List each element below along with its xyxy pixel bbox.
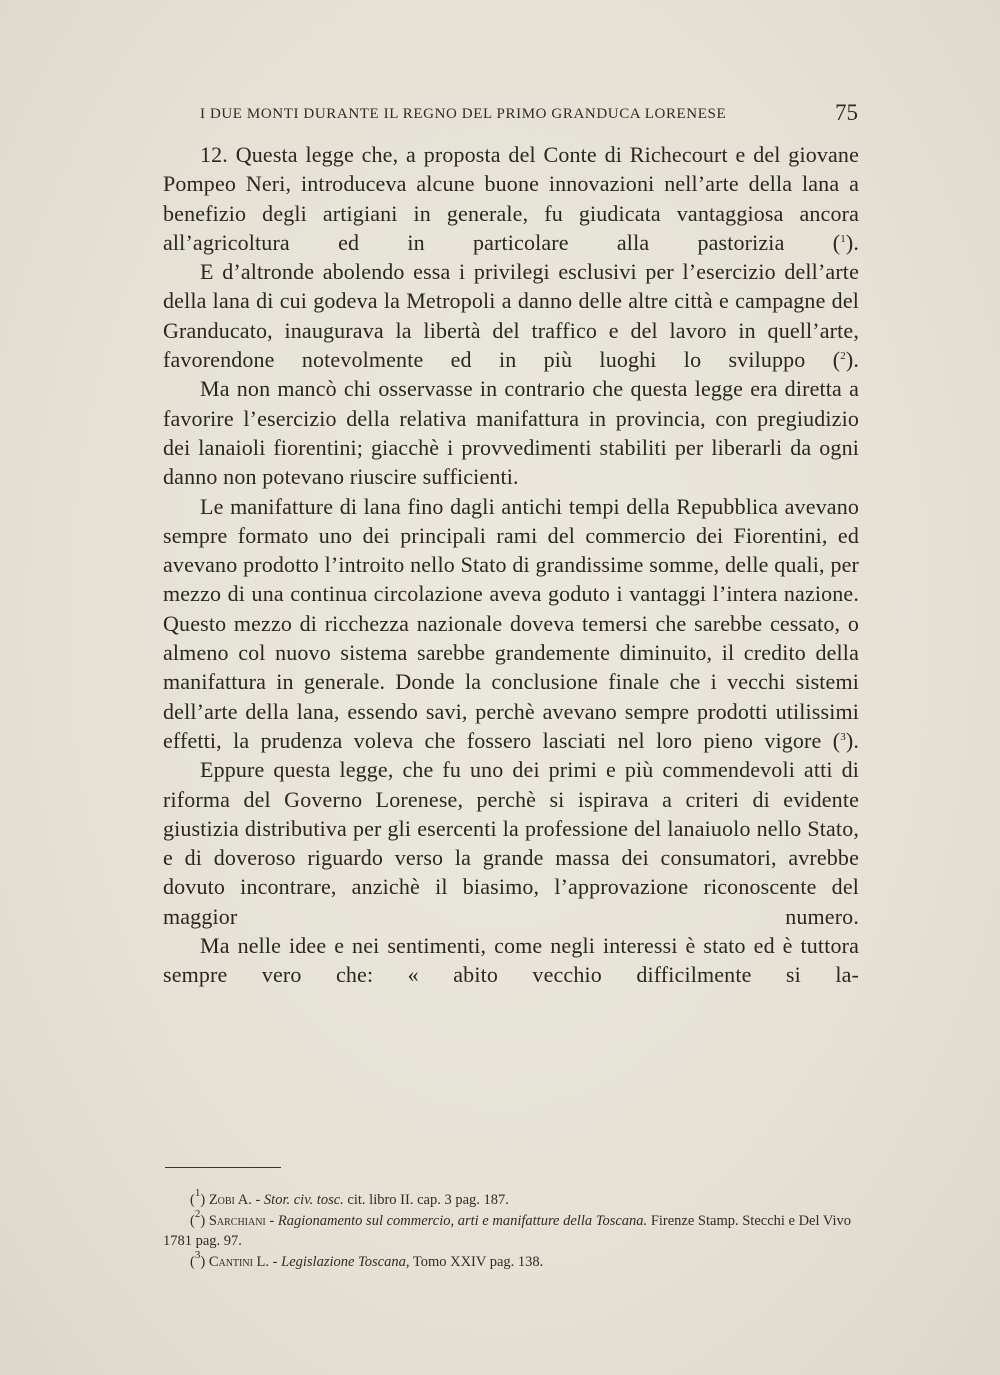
paragraph-6: Ma nelle idee e nei sentimenti, come negli interessi è stato ed è tuttora sempre vero che: « abito vecchio difficilmente si la- <box>163 933 859 988</box>
footnote-3: ($^3$) Cantini L. - Legislazione Toscana, Tomo XXIV pag. 138. <box>190 1248 544 1270</box>
page-header <box>200 100 858 128</box>
footnote-ref-1: 1 <box>840 232 846 245</box>
paragraph-4: Le manifatture di lana fino dagli antichi tempi della Repubblica avevano sempre formato uno dei principali rami del commercio dei Fiorentini, ed avevano prodotto l’introito nello Stato di grandissime somme, delle quali, per mezzo di una continua circolazione aveva goduto i vantaggi l’intera nazione. Questo mezzo di ricchezza nazionale doveva temersi che sarebbe cessato, o almeno col nuovo sistema sarebbe grandemente diminuito, il credito della manifattura in generale. Donde la conclusione finale che i vecchi sistemi dell’arte della lana, essendo savi, perchè avevano sempre prodotti utilissimi effetti, la prudenza voleva che fossero lasciati nel loro pieno vigore ($^3$). <box>163 493 859 753</box>
footnote-2: ($^2$) Sarchiani - Ragionamento sul commercio, arti e manifatture della Toscana. Firenze Stamp. Stecchi e Del Vivo 1781 pag. 97. <box>163 1207 852 1249</box>
footnote-ref-2: 2 <box>840 350 846 363</box>
footnotes <box>163 1187 859 1272</box>
footnote-1: ($^1$) Zobi A. - Stor. civ. tosc. cit. libro II. cap. 3 pag. 187. <box>190 1187 509 1208</box>
page-number: 75 <box>835 100 858 125</box>
paragraph-3: Ma non mancò chi osservasse in contrario che questa legge era diretta a favorire l’esercizio della relativa manifattura in provincia, con pregiudizio dei lanaioli fiorentini; giacchè i provvedimenti stabiliti per liberarli da ogni danno non potevano riuscire sufficienti. <box>163 376 859 490</box>
paragraph-2: E d’altronde abolendo essa i privilegi esclusivi per l’esercizio dell’arte della lana di cui godeva la Metropoli a danno delle altre città e campagne del Granducato, inaugurava la libertà del traffico e del lavoro in quell’arte, favorendone notevolmente ed in più luoghi lo sviluppo ($^2$). <box>163 259 859 373</box>
running-head: I DUE MONTI DURANTE IL REGNO DEL PRIMO GRANDUCA LORENESE <box>200 106 727 122</box>
paragraph-5: Eppure questa legge, che fu uno dei primi e più commendevoli atti di riforma del Governo Lorenese, perchè si ispirava a criteri di evidente giustizia distributiva per gli esercenti la professione del lanaiuolo nello Stato, e di doveroso riguardo verso la grande massa dei consumatori, avrebbe dovuto incontrare, anzichè il biasimo, l’approvazione riconoscente del maggior numero. <box>163 757 859 929</box>
footnote-divider <box>165 1167 281 1168</box>
body-text <box>163 140 859 990</box>
footnote-ref-3: 3 <box>840 730 846 743</box>
paragraph-1: 12. Questa legge che, a proposta del Conte di Richecourt e del giovane Pompeo Neri, introduceva alcune buone innovazioni nell’arte della lana a benefizio degli artigiani in generale, fu giudicata vantaggiosa ancora all’agricoltura ed in particolare alla pastorizia ($^1$). <box>163 142 859 255</box>
